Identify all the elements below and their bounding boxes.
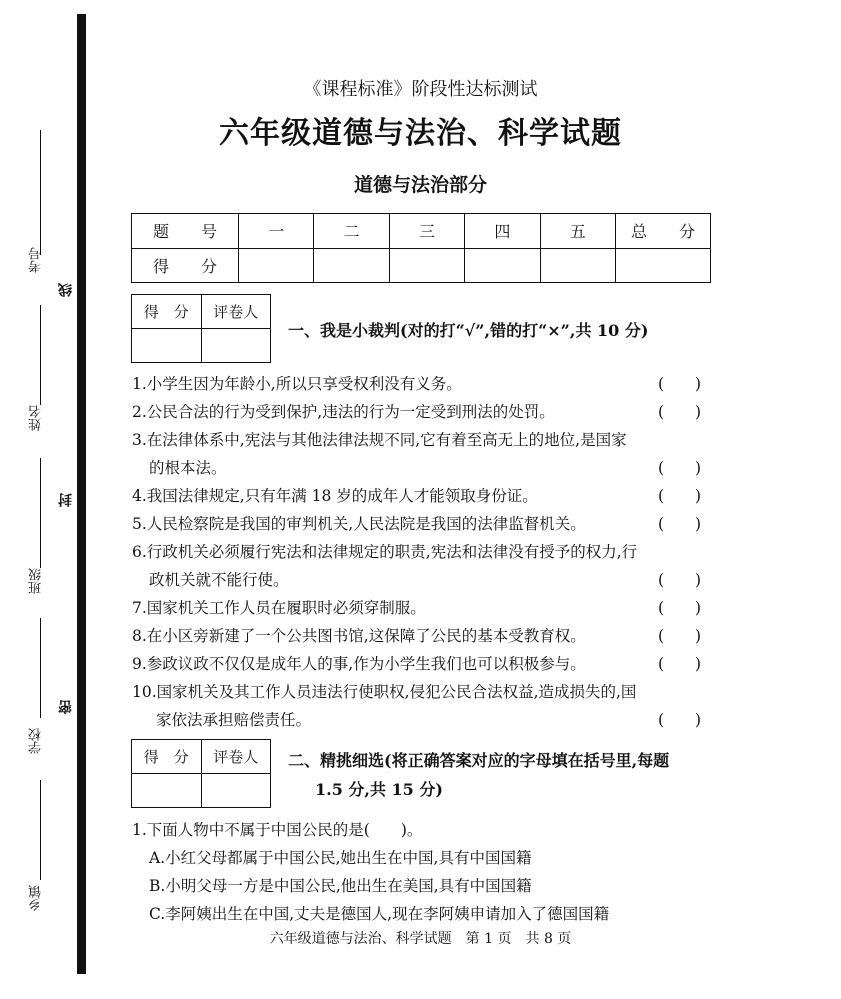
question-8: 8.在小区旁新建了一个公共图书馆,这保障了公民的基本受教育权。	[132, 627, 586, 645]
question-4: 4.我国法律规定,只有年满 18 岁的成年人才能领取身份证。	[132, 487, 538, 505]
question-10-cont: 家依法承担赔偿责任。	[156, 711, 312, 729]
score-table	[131, 213, 711, 283]
answer-blank-9[interactable]: ( )	[658, 655, 702, 673]
question-3-cont: 的根本法。	[149, 459, 227, 477]
grader-box-part1	[131, 294, 271, 363]
question-7: 7.国家机关工作人员在履职时必须穿制服。	[132, 599, 426, 617]
fill-line-town	[40, 780, 41, 880]
score-table-cell: 五	[540, 214, 615, 249]
question-1: 1.小学生因为年龄小,所以只享受权利没有义务。	[132, 375, 462, 393]
grader-name-cell[interactable]	[201, 329, 271, 363]
grader-score-cell[interactable]	[132, 774, 202, 808]
question-10: 10.国家机关及其工作人员违法行使职权,侵犯公民合法权益,造成损失的,国	[132, 683, 637, 701]
exam-title: 六年级道德与法治、科学试题	[219, 116, 622, 151]
part2-heading: 二、精挑细选(将正确答案对应的字母填在括号里,每题	[288, 751, 670, 770]
grader-score-label: 得 分	[132, 740, 202, 774]
score-entry-cell[interactable]	[540, 248, 615, 283]
binding-rule	[77, 14, 86, 974]
grader-score-cell[interactable]	[132, 329, 202, 363]
field-label-town: 乡镇	[29, 885, 44, 911]
question-3: 3.在法律体系中,宪法与其他法律法规不同,它有着至高无上的地位,是国家	[132, 431, 627, 449]
answer-blank-3[interactable]: ( )	[658, 459, 702, 477]
score-table-cell: 题 号	[132, 214, 239, 249]
field-label-school: 学校	[29, 728, 44, 754]
answer-blank-2[interactable]: ( )	[658, 403, 702, 421]
score-entry-cell[interactable]	[239, 248, 314, 283]
score-table-header-row	[132, 214, 711, 249]
seal-mark-xian: 线	[58, 283, 74, 297]
grader-name-label: 评卷人	[201, 295, 271, 329]
grader-score-label: 得 分	[132, 295, 202, 329]
score-table-cell: 二	[314, 214, 389, 249]
score-entry-cell[interactable]	[389, 248, 464, 283]
answer-blank-5[interactable]: ( )	[658, 515, 702, 533]
score-table-cell: 一	[239, 214, 314, 249]
mc-option-a: A.小红父母都属于中国公民,她出生在中国,具有中国国籍	[149, 849, 532, 867]
section-title: 道德与法治部分	[353, 174, 487, 196]
mc-option-c: C.李阿姨出生在中国,丈夫是德国人,现在李阿姨申请加入了德国国籍	[149, 905, 610, 923]
score-entry-cell[interactable]	[314, 248, 389, 283]
answer-blank-4[interactable]: ( )	[658, 487, 702, 505]
field-label-class: 班级	[29, 568, 44, 594]
mc-question-1: 1.下面人物中不属于中国公民的是( )。	[132, 821, 423, 839]
field-label-name: 姓名	[29, 405, 44, 431]
score-table-score-row	[132, 248, 711, 283]
score-table-cell: 三	[389, 214, 464, 249]
answer-blank-6[interactable]: ( )	[658, 571, 702, 589]
score-table-cell: 总 分	[616, 214, 711, 249]
question-6-cont: 政机关就不能行使。	[149, 571, 289, 589]
question-5: 5.人民检察院是我国的审判机关,人民法院是我国的法律监督机关。	[132, 515, 586, 533]
answer-blank-7[interactable]: ( )	[658, 599, 702, 617]
question-6: 6.行政机关必须履行宪法和法律规定的职责,宪法和法律没有授予的权力,行	[132, 543, 638, 561]
page-footer: 六年级道德与法治、科学试题 第 1 页 共 8 页	[269, 931, 572, 947]
question-9: 9.参政议政不仅仅是成年人的事,作为小学生我们也可以积极参与。	[132, 655, 586, 673]
question-2: 2.公民合法的行为受到保护,违法的行为一定受到刑法的处罚。	[132, 403, 555, 421]
score-entry-cell[interactable]	[465, 248, 540, 283]
part2-heading-cont: 1.5 分,共 15 分)	[315, 780, 443, 799]
answer-blank-10[interactable]: ( )	[658, 711, 702, 729]
score-entry-cell[interactable]	[616, 248, 711, 283]
field-label-kaohao: 考号	[29, 247, 44, 273]
grader-name-label: 评卷人	[201, 740, 271, 774]
fill-line-name	[40, 305, 41, 405]
score-table-cell: 四	[465, 214, 540, 249]
fill-line-class	[40, 458, 41, 568]
answer-blank-8[interactable]: ( )	[658, 627, 702, 645]
part1-heading: 一、我是小裁判(对的打“√”,错的打“×”,共 10 分)	[288, 321, 649, 340]
seal-mark-mi: 密	[58, 700, 74, 714]
exam-subtitle: 《课程标准》阶段性达标测试	[303, 79, 538, 100]
mc-option-b: B.小明父母一方是中国公民,他出生在美国,具有中国国籍	[149, 877, 532, 895]
grader-box-part2	[131, 739, 271, 808]
fill-line-school	[40, 618, 41, 718]
score-table-cell: 得 分	[132, 248, 239, 283]
grader-name-cell[interactable]	[201, 774, 271, 808]
seal-mark-feng: 封	[58, 493, 74, 507]
answer-blank-1[interactable]: ( )	[658, 375, 702, 393]
